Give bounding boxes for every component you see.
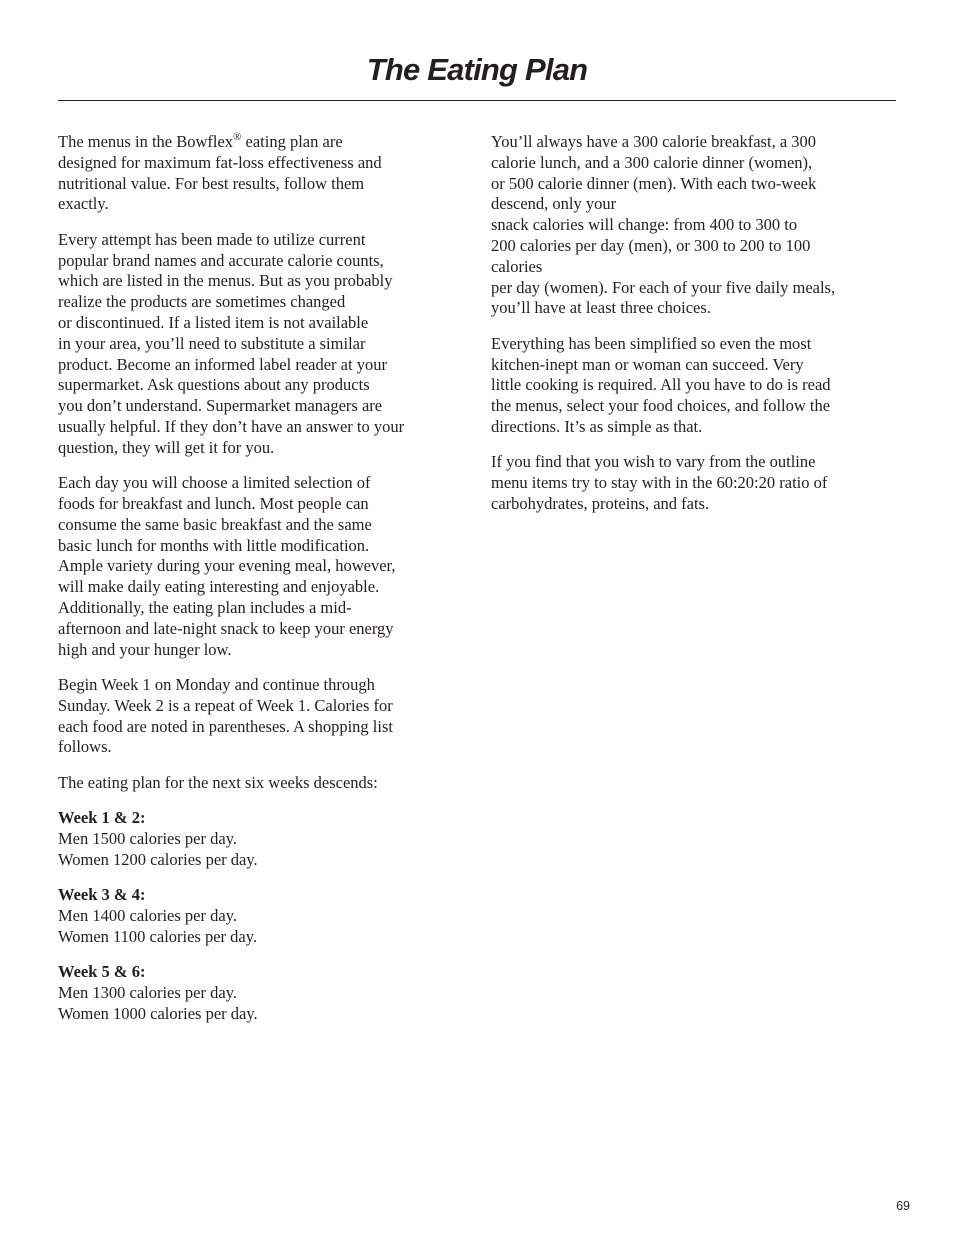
- paragraph-line: directions. It’s as simple as that.: [491, 416, 703, 436]
- paragraph-line: follows.: [58, 737, 112, 757]
- paragraph-line: supermarket. Ask questions about any products: [58, 375, 370, 395]
- women-calories: Women 1100 calories per day.: [58, 926, 258, 946]
- paragraph-line: Ample variety during your evening meal, however,: [58, 556, 396, 576]
- paragraph-line: calories: [491, 256, 543, 276]
- paragraph-line: descend, only your: [491, 194, 617, 214]
- paragraph-line: you’ll have at least three choices.: [491, 298, 711, 318]
- paragraph-line: or discontinued. If a listed item is not available: [58, 312, 369, 332]
- week-block: [58, 808, 463, 870]
- week-block: [58, 962, 463, 1024]
- paragraph-line: popular brand names and accurate calorie counts,: [58, 250, 384, 270]
- week-start-paragraph: [58, 675, 463, 758]
- paragraph-line: Begin Week 1 on Monday and continue through: [58, 674, 375, 694]
- paragraph-line: Everything has been simplified so even the most: [491, 333, 812, 353]
- paragraph-line: Sunday. Week 2 is a repeat of Week 1. Calories for: [58, 695, 393, 715]
- intro-line-start: The menus in the Bowflex: [58, 132, 234, 151]
- week-block: [58, 885, 463, 947]
- descends-paragraph: The eating plan for the next six weeks descends:: [58, 772, 378, 792]
- simplified-paragraph: [491, 334, 896, 438]
- intro-line-end: eating plan are: [241, 132, 343, 151]
- intro-line: nutritional value. For best results, follow them: [58, 173, 365, 193]
- paragraph-line: usually helpful. If they don’t have an answer to your: [58, 416, 405, 436]
- paragraph-line: kitchen-inept man or woman can succeed. Very: [491, 354, 804, 374]
- paragraph-line: each food are noted in parentheses. A shopping list: [58, 716, 393, 736]
- paragraph-line: Additionally, the eating plan includes a mid-: [58, 597, 352, 617]
- paragraph-line: the menus, select your food choices, and follow the: [491, 396, 831, 416]
- men-calories: Men 1400 calories per day.: [58, 905, 237, 925]
- paragraph-line: Every attempt has been made to utilize current: [58, 229, 366, 249]
- paragraph-line: foods for breakfast and lunch. Most people can: [58, 493, 369, 513]
- paragraph-line: basic lunch for months with little modification.: [58, 535, 370, 555]
- intro-line: designed for maximum fat-loss effectiveness and: [58, 152, 382, 172]
- women-calories: Women 1200 calories per day.: [58, 849, 258, 869]
- paragraph-line: per day (women). For each of your five daily meals,: [491, 277, 836, 297]
- paragraph-line: or 500 calorie dinner (men). With each two-week: [491, 173, 817, 193]
- meal-calories-paragraph: [491, 132, 896, 319]
- paragraph-line: product. Become an informed label reader at your: [58, 354, 387, 374]
- paragraph-line: which are listed in the menus. But as you probably: [58, 271, 393, 291]
- paragraph-line: afternoon and late-night snack to keep your energy: [58, 618, 394, 638]
- week-heading: Week 5 & 6:: [58, 962, 146, 982]
- paragraph-line: calorie lunch, and a 300 calorie dinner (women),: [491, 152, 813, 172]
- women-calories: Women 1000 calories per day.: [58, 1003, 258, 1023]
- paragraph-line: you don’t understand. Supermarket managers are: [58, 396, 383, 416]
- title-divider: [58, 100, 896, 101]
- paragraph-line: Each day you will choose a limited selection of: [58, 473, 371, 493]
- week-heading: Week 3 & 4:: [58, 885, 146, 905]
- page-title: The Eating Plan: [366, 52, 588, 87]
- registered-trademark: ®: [233, 130, 242, 143]
- paragraph-line: question, they will get it for you.: [58, 437, 275, 457]
- paragraph-line: If you find that you wish to vary from the outline: [491, 452, 816, 472]
- daily-selection-paragraph: [58, 473, 463, 660]
- men-calories: Men 1500 calories per day.: [58, 828, 237, 848]
- paragraph-line: in your area, you’ll need to substitute a similar: [58, 333, 366, 353]
- paragraph-line: realize the products are sometimes changed: [58, 292, 346, 312]
- paragraph-line: little cooking is required. All you have to do is read: [491, 375, 831, 395]
- paragraph-line: will make daily eating interesting and enjoyable.: [58, 577, 380, 597]
- left-column: [58, 132, 463, 1039]
- brand-names-paragraph: [58, 230, 463, 459]
- intro-paragraph: [58, 132, 463, 215]
- ratio-paragraph: [491, 452, 896, 514]
- paragraph-line: 200 calories per day (men), or 300 to 200 to 100: [491, 235, 811, 255]
- week-heading: Week 1 & 2:: [58, 808, 146, 828]
- paragraph-line: snack calories will change: from 400 to 300 to: [491, 215, 798, 235]
- paragraph-line: You’ll always have a 300 calorie breakfast, a 300: [491, 132, 817, 151]
- page-number: 69: [896, 1199, 910, 1213]
- intro-line: [58, 132, 463, 153]
- paragraph-line: high and your hunger low.: [58, 639, 232, 659]
- paragraph-line: carbohydrates, proteins, and fats.: [491, 493, 710, 513]
- right-column: [491, 132, 896, 529]
- intro-line: exactly.: [58, 194, 109, 214]
- men-calories: Men 1300 calories per day.: [58, 982, 237, 1002]
- paragraph-line: menu items try to stay with in the 60:20:20 ratio of: [491, 473, 828, 493]
- paragraph-line: consume the same basic breakfast and the same: [58, 514, 372, 534]
